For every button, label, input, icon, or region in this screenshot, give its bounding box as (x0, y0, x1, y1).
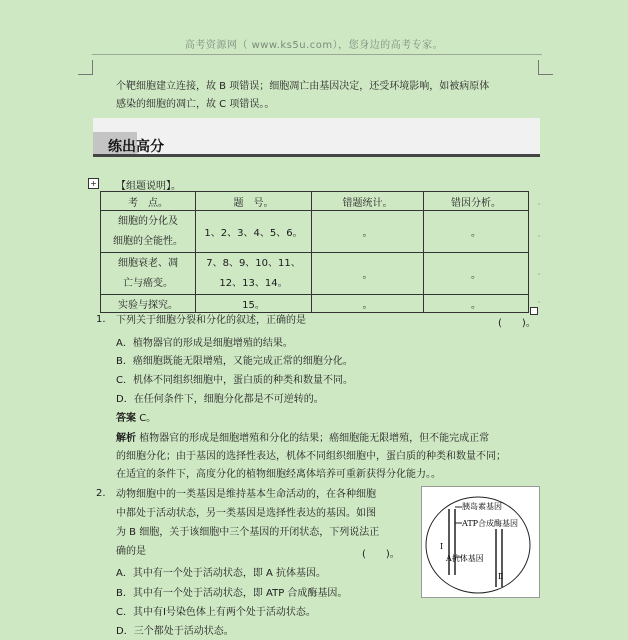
table-header-row (101, 192, 529, 211)
paragraph-mark: , (538, 296, 541, 304)
cell-text: 12、13、14。 (219, 277, 288, 289)
q2-option-d: D．三个都处于活动状态。 (116, 626, 234, 637)
gene-label-antibody: A抗体基因 (446, 554, 484, 563)
q2-option-a: A．其中有一个处于活动状态，即 A 抗体基因。 (116, 568, 327, 579)
cell-text: 亡与癌变。 (123, 277, 173, 289)
q2-option-c: C．其中有Ⅰ号染色体上有两个处于活动状态。 (116, 607, 316, 618)
topic-table (100, 191, 529, 313)
table-cell-analysis[interactable]: 。 (424, 211, 529, 253)
q1-analysis-line-1 (116, 429, 489, 444)
q1-option-c: C．机体不同组织细胞中，蛋白质的种类和数量不同。 (116, 375, 353, 386)
table-cell-stats[interactable]: 。 (312, 295, 424, 313)
answer-value: C。 (139, 413, 157, 424)
table-cell-numbers: 1、2、3、4、5、6。 (196, 211, 312, 253)
header-topic: 考 点。 (101, 192, 196, 211)
q1-option-d: D．在任何条件下，细胞分化都是不可逆转的。 (116, 394, 324, 405)
b-cell-figure (421, 486, 540, 598)
q1-analysis-line-3: 在适宜的条件下，高度分化的植物细胞经离体培养可重新获得分化能力。。 (116, 469, 441, 480)
table-cell-numbers (196, 253, 312, 295)
table-row (101, 295, 529, 313)
q2-stem-line-2: 中都处于活动状态，另一类基因是选择性表达的基因。如图 (116, 508, 376, 519)
page-header: 高考资源网（ www.ks5u.com），您身边的高考专家。 (184, 40, 444, 51)
group-description-label: 【组题说明】。 (116, 181, 181, 192)
q1-option-a: A．植物器官的形成是细胞增殖的结果。 (116, 338, 293, 349)
crop-mark-top-right (538, 60, 553, 75)
q2-option-b: B．其中有一个处于活动状态，即 ATP 合成酶基因。 (116, 588, 348, 599)
table-cell-analysis[interactable]: 。 (424, 253, 529, 295)
q1-stem: 下列关于细胞分裂和分化的叙述，正确的是 (116, 315, 306, 326)
table-cell-topic (101, 211, 196, 253)
cell-text: 细胞的全能性。 (113, 235, 183, 247)
table-cell-topic (101, 253, 196, 295)
cell-text: 7、8、9、10、11、 (206, 257, 301, 269)
q1-option-b: B．癌细胞既能无限增殖，又能完成正常的细胞分化。 (116, 356, 353, 367)
table-row (101, 253, 529, 295)
paragraph-mark: , (538, 230, 541, 238)
header-error-analysis: 错因分析。 (424, 192, 529, 211)
paragraph-mark: , (538, 198, 541, 206)
table-cell-numbers: 15。 (196, 295, 312, 313)
q2-answer-paren: ( )。 (362, 549, 400, 560)
table-row (101, 211, 529, 253)
analysis-text: 植物器官的形成是细胞增殖和分化的结果；癌细胞能无限增殖，但不能完成正常 (139, 433, 490, 444)
b-cell-diagram (422, 487, 539, 597)
cell-text: 细胞的分化及 (118, 215, 178, 227)
q1-analysis-line-2: 的细胞分化；由于基因的选择性表达，机体不同组织细胞中，蛋白质的种类和数量不同； (116, 451, 506, 462)
analysis-label: 解析 (116, 433, 136, 444)
q1-number: 1. (96, 314, 106, 325)
q2-stem-line-3: 为 B 细胞，关于该细胞中三个基因的开闭状态，下列说法正 (116, 527, 380, 538)
chromosome-label-i: Ⅰ (440, 542, 444, 551)
table-cell-analysis[interactable]: 。 (424, 295, 529, 313)
intro-line-2: 感染的细胞的凋亡，故 C 项错误。。 (116, 99, 275, 110)
gene-label-atp: ATP合成酶基因 (462, 519, 519, 528)
cell-text: 细胞衰老、凋 (118, 257, 178, 269)
q1-answer (116, 409, 156, 424)
gene-label-insulin: 胰岛素基因 (462, 502, 502, 511)
crop-mark-top-left (78, 60, 93, 75)
header-rule (92, 54, 542, 55)
q2-stem-line-4: 确的是 (116, 546, 146, 557)
paragraph-mark: , (538, 268, 541, 276)
chromosome-label-ii: Ⅱ (498, 572, 504, 581)
table-cell-topic: 实验与探究。 (101, 295, 196, 313)
answer-label: 答案 (116, 413, 136, 424)
q1-answer-paren: ( )。 (498, 318, 536, 329)
q2-number: 2. (96, 488, 106, 499)
header-question-numbers: 题 号。 (196, 192, 312, 211)
intro-line-1: 个靶细胞建立连接，故 B 项错误；细胞凋亡由基因决定，还受环境影响，如被病原体 (116, 81, 490, 92)
section-title: 练出高分 (108, 139, 164, 155)
table-cell-stats[interactable]: 。 (312, 211, 424, 253)
q2-stem-line-1: 动物细胞中的一类基因是维持基本生命活动的，在各种细胞 (116, 489, 376, 500)
header-error-stats: 错题统计。 (312, 192, 424, 211)
table-move-handle-icon[interactable]: + (88, 178, 99, 189)
table-cell-stats[interactable]: 。 (312, 253, 424, 295)
